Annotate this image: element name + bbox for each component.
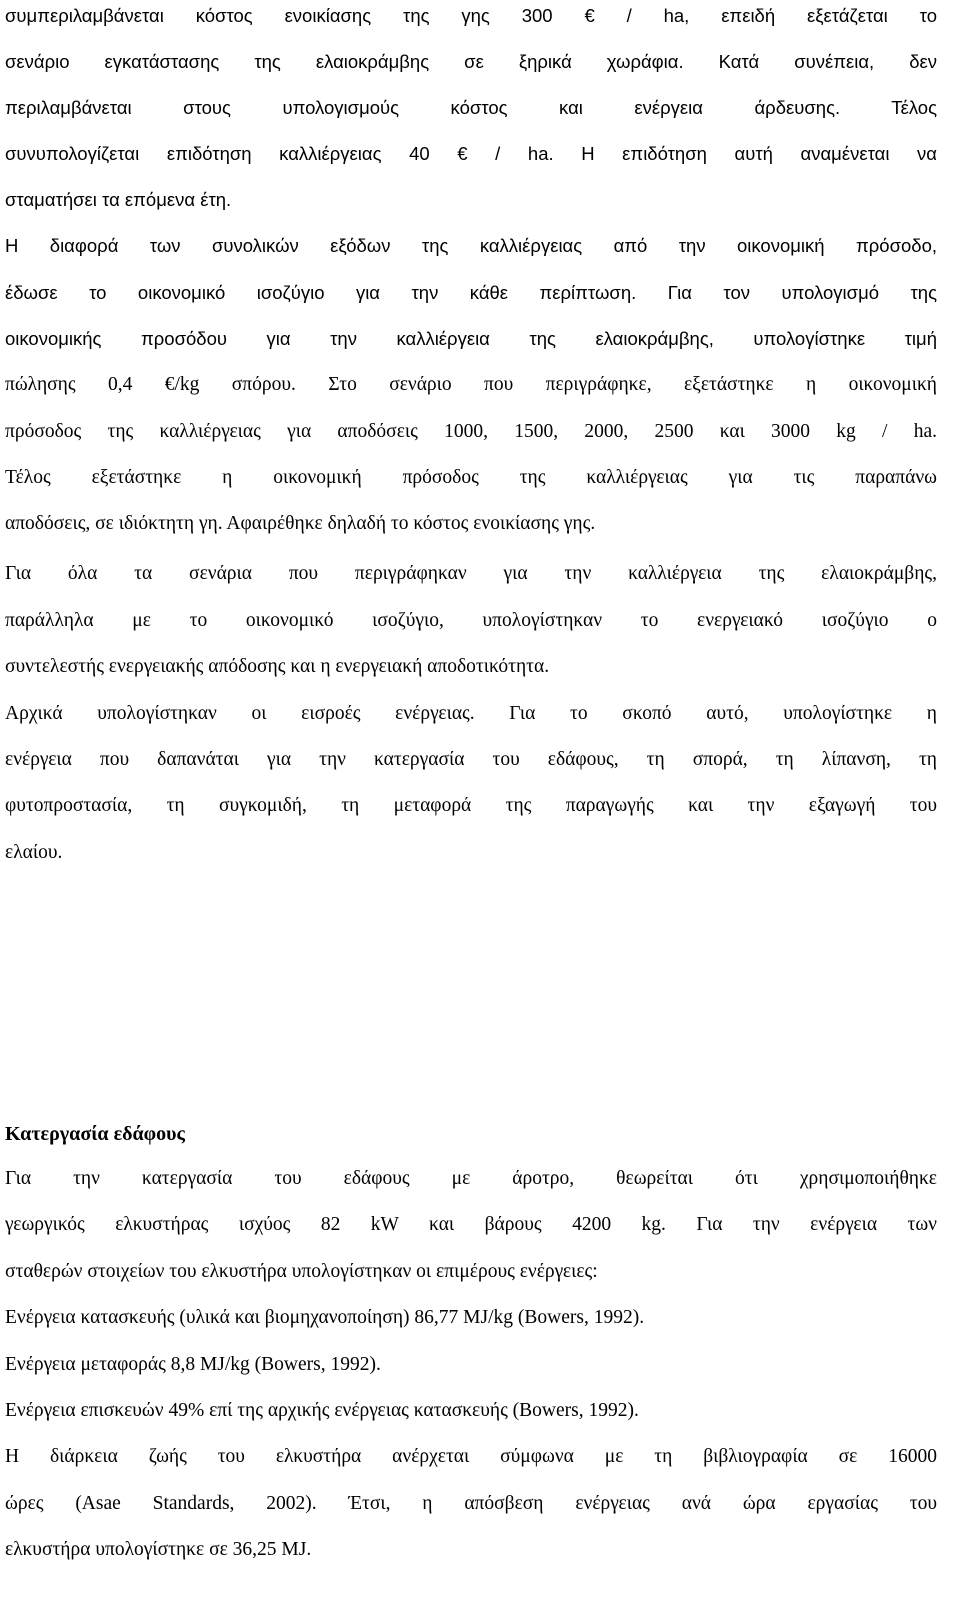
paragraph-line: Η διαφορά των συνολικών εξόδων της καλλιέργειας από την οικονομική πρόσοδο, — [5, 235, 937, 256]
paragraph-line: Για όλα τα σενάρια που περιγράφηκαν για την καλλιέργεια της ελαιοκράμβης, — [5, 563, 937, 584]
paragraph-line: περιλαμβάνεται στους υπολογισμούς κόστος και ενέργεια άρδευσης. Τέλος — [5, 97, 937, 118]
paragraph-line: φυτοπροστασία, τη συγκομιδή, τη μεταφορά της παραγωγής και την εξαγωγή του — [5, 795, 937, 816]
paragraph-line: ώρες (Asae Standards, 2002). Έτσι, η απόσβεση ενέργειας ανά ώρα εργασίας του — [5, 1493, 937, 1514]
paragraph-line: Αρχικά υπολογίστηκαν οι εισροές ενέργειας. Για το σκοπό αυτό, υπολογίστηκε η — [5, 703, 937, 724]
paragraph-line: πρόσοδος της καλλιέργειας για αποδόσεις 1000, 1500, 2000, 2500 και 3000 kg / ha. — [5, 421, 937, 442]
paragraph-line: σενάριο εγκατάστασης της ελαιοκράμβης σε ξηρικά χωράφια. Κατά συνέπεια, δεν — [5, 51, 937, 72]
paragraph-line: ελαίου. — [5, 842, 63, 863]
paragraph-line: Ενέργεια κατασκευής (υλικά και βιομηχανοποίηση) 86,77 MJ/kg (Bowers, 1992). — [5, 1307, 645, 1328]
paragraph-line: Για την κατεργασία του εδάφους με άροτρο, θεωρείται ότι χρησιμοποιήθηκε — [5, 1168, 937, 1189]
paragraph-line: οικονομικής προσόδου για την καλλιέργεια της ελαιοκράμβης, υπολογίστηκε τιμή — [5, 328, 937, 349]
paragraph-line: σταματήσει τα επόμενα έτη. — [5, 189, 232, 210]
paragraph-line: συντελεστής ενεργειακής απόδοσης και η ενεργειακή αποδοτικότητα. — [5, 656, 550, 677]
paragraph-line: ελκυστήρα υπολογίστηκε σε 36,25 MJ. — [5, 1539, 312, 1560]
paragraph-line: συνυπολογίζεται επιδότηση καλλιέργειας 40 € / ha. Η επιδότηση αυτή αναμένεται να — [5, 143, 937, 164]
paragraph-line: Η διάρκεια ζωής του ελκυστήρα ανέρχεται σύμφωνα με τη βιβλιογραφία σε 16000 — [5, 1446, 937, 1467]
paragraph-line: Τέλος εξετάστηκε η οικονομική πρόσοδος της καλλιέργειας για τις παραπάνω — [5, 467, 937, 488]
paragraph-line: συμπεριλαμβάνεται κόστος ενοικίασης της γης 300 € / ha, επειδή εξετάζεται το — [5, 5, 937, 26]
paragraph-line: πώλησης 0,4 €/kg σπόρου. Στο σενάριο που περιγράφηκε, εξετάστηκε η οικονομική — [5, 374, 937, 395]
paragraph-line: Ενέργεια μεταφοράς 8,8 MJ/kg (Bowers, 1992). — [5, 1354, 381, 1375]
paragraph-line: γεωργικός ελκυστήρας ισχύος 82 kW και βάρους 4200 kg. Για την ενέργεια των — [5, 1214, 937, 1235]
paragraph-line: ενέργεια που δαπανάται για την κατεργασία του εδάφους, τη σπορά, τη λίπανση, τη — [5, 749, 937, 770]
paragraph-line: Ενέργεια επισκευών 49% επί της αρχικής ενέργειας κατασκευής (Bowers, 1992). — [5, 1400, 639, 1421]
paragraph-line: παράλληλα με το οικονομικό ισοζύγιο, υπολογίστηκαν το ενεργειακό ισοζύγιο ο — [5, 610, 937, 631]
paragraph-line: έδωσε το οικονομικό ισοζύγιο για την κάθε περίπτωση. Για τον υπολογισμό της — [5, 282, 937, 303]
paragraph-line: σταθερών στοιχείων του ελκυστήρα υπολογίστηκαν οι επιμέρους ενέργειες: — [5, 1261, 598, 1282]
section-heading: Κατεργασία εδάφους — [5, 1123, 185, 1145]
paragraph-line: αποδόσεις, σε ιδιόκτητη γη. Αφαιρέθηκε δηλαδή το κόστος ενοικίασης γης. — [5, 513, 596, 534]
